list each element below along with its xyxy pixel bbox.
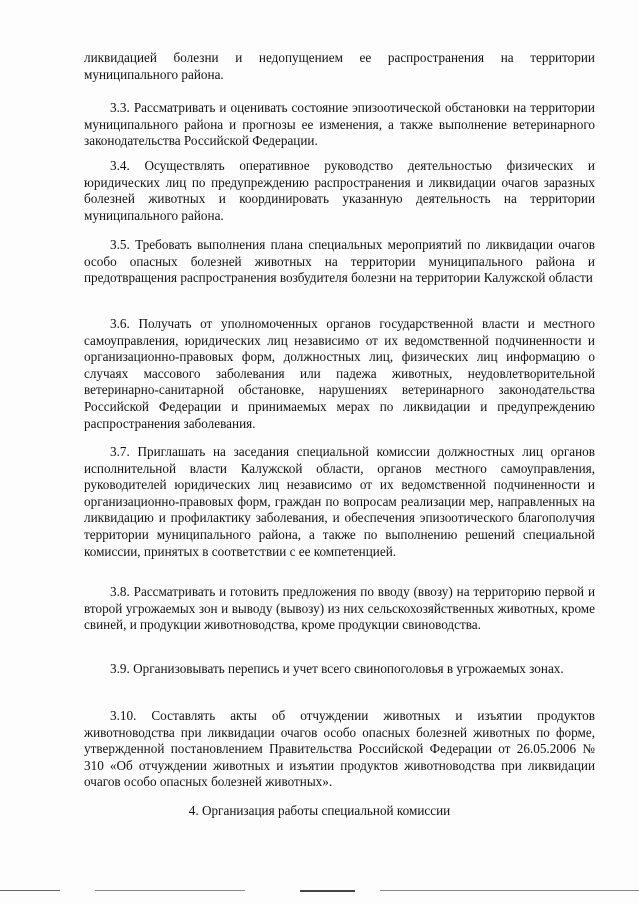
paragraph-3-6: 3.6. Получать от уполномоченных органов государственной власти и местного самоуправления, юридических лиц независимо от их ведомственной подчиненности и организационно-правовых форм, должностных лиц, физических лиц информацию о случаях массового заболевания или падежа животных, неудовлетворительной ветеринарно-санитарной обстановке, нарушениях ветеринарного законодательства Российской Федерации и принимаемых мерах по ликвидации и предупреждению распространения заболевания. xyxy=(84,316,595,431)
paragraph-3-7: 3.7. Приглашать на заседания специальной комиссии должностных лиц органов исполнительной власти Калужской области, органов местного самоуправления, руководителей юридических лиц независимо от их ведомственной подчиненности и организационно-правовых форм, граждан по вопросам реализации мер, направленных на ликвидацию и профилактику заболевания, и обеспечения эпизоотического благополучия территории муниципального района, а также по выполнению решений специальной комиссии, принятых в соответствии с ее компетенцией. xyxy=(84,444,595,559)
paragraph-3-8: 3.8. Рассматривать и готовить предложения по вводу (ввозу) на территорию первой и второй угрожаемых зон и выводу (вывозу) из них сельскохозяйственных животных, кроме свиней, и продукции животноводства, кроме продукции свиноводства. xyxy=(84,584,595,633)
paragraph-3-3: 3.3. Рассматривать и оценивать состояние эпизоотической обстановки на территории муниципального района и прогнозы ее изменения, а также выполнение ветеринарного законодательства Российской Федерации. xyxy=(84,100,595,149)
paragraph-3-5: 3.5. Требовать выполнения плана специальных мероприятий по ликвидации очагов особо опасных болезней животных на территории муниципального района и предотвращения распространения возбудителя болезни на территории Калужской области xyxy=(84,237,595,286)
intro-continuation: ликвидацией болезни и недопущением ее распространения на территории муниципального района. xyxy=(84,50,595,82)
scan-edge-line xyxy=(0,890,60,891)
paragraph-3-10: 3.10. Составлять акты об отчуждении животных и изъятии продуктов животноводства при ликвидации очагов особо опасных болезней животных по форме, утвержденной постановлением Правительства Российской Федерации от 26.05.2006 № 310 «Об отчуждении животных и изъятии продуктов животноводства при ликвидации очагов особо опасных болезней животных». xyxy=(84,708,595,790)
scan-edge-line xyxy=(95,890,245,891)
scan-edge-line xyxy=(300,890,355,892)
scan-edge-line xyxy=(380,890,639,891)
section-heading: 4. Организация работы специальной комиссии xyxy=(188,803,451,818)
paragraph-3-9: 3.9. Организовывать перепись и учет всего свинопоголовья в угрожаемых зонах. xyxy=(110,661,564,676)
paragraph-3-4: 3.4. Осуществлять оперативное руководство деятельностью физических и юридических лиц по предупреждению распространения и ликвидации очагов заразных болезней животных и координировать указанную деятельность на территории муниципального района. xyxy=(84,158,595,223)
